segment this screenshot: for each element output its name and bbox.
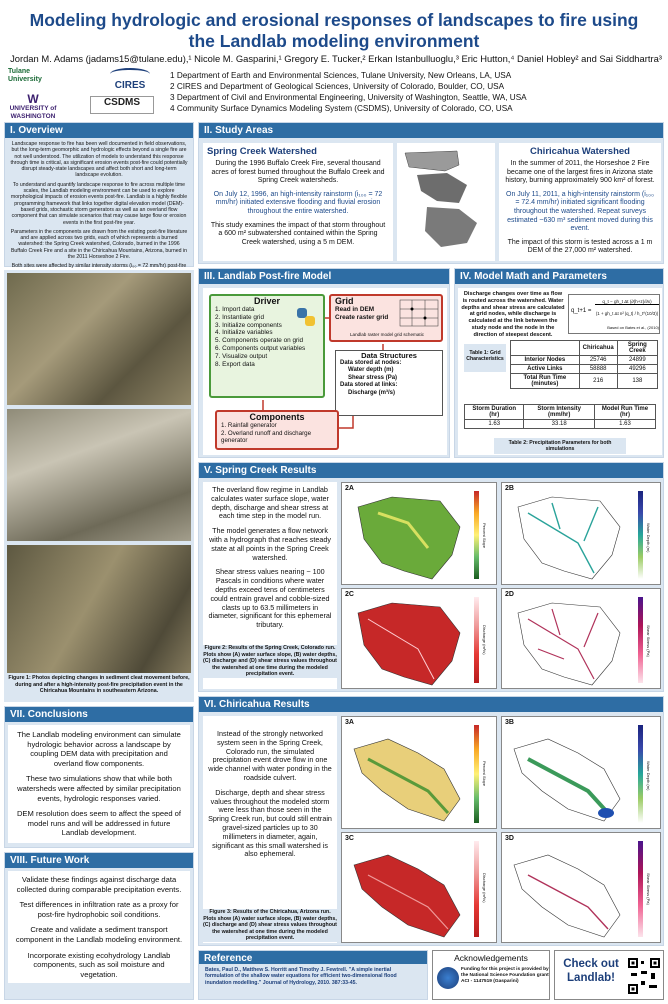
chiricahua-relief — [425, 207, 477, 247]
grid-title: Grid — [335, 296, 354, 306]
precipitation-table — [464, 404, 656, 429]
table-cell: Interior Nodes — [511, 356, 580, 365]
reference-panel — [198, 950, 428, 1000]
ack-heading: Acknowledgements — [454, 953, 528, 963]
colorbar — [638, 597, 643, 683]
spring-box — [203, 143, 393, 261]
chir-results-caption: Figure 3: Results of the Chiricahua, Arizona run. Plots show (A) water surface slope, (B) water depths, (C) discharge and (D) shear stress values throughout the watershed at one time during the modeled precipitation event. — [203, 909, 337, 942]
equation-numerator: q_t − gh_t Δt (∂(h+z)/∂x) — [595, 299, 659, 305]
equation-denominator: (1 + gh_t Δt n² |q_t| / h_t^(10/3)) — [595, 311, 659, 316]
colorbar-label: Shear Stress (Pa) — [646, 625, 651, 657]
affiliations — [170, 70, 665, 114]
ack-text: Funding for this project is provided by the National Science Foundation grant ACI - 1147519 (Gasparini) — [461, 967, 549, 984]
overview-p2: To understand and quantify landscape response to fire across multiple time scales, the Landlab modeling environment can be used to explore morphological impacts of erosion events post-fire. Landlab is a highly flexible programming framework that links together digital elevation model (DEM)-based grids, stochastic storm generators as well as an overland flow component that can simulate scenarios that may cause large flow or erosion events in the first post-fire year. — [10, 181, 188, 226]
discharge-map-3c — [348, 845, 468, 941]
grid-characteristics-table — [510, 340, 658, 389]
photo-panel — [4, 270, 194, 702]
spring-results-p1: The overland flow regime in Landlab calculates water surface slope, water depth, discharge and shear stress at each time step in the model run. — [211, 485, 329, 521]
csdms-logo — [90, 96, 154, 114]
checkout-panel — [554, 950, 664, 1000]
depth-map-2b — [508, 493, 628, 583]
title-line-1: Modeling hydrologic and erosional responses of landscapes to fire using — [29, 10, 639, 30]
chir-results-p2: Discharge, depth and shear stress values throughout the modeled storm were less than those seen in the Spring Creek run, but could still entrain gravel-sized particles up to 30 millimeters in diameter, again, significant as this small watershed is also ephemeral. — [208, 787, 332, 859]
table-header — [511, 341, 580, 356]
reference-text: Bates, Paul D., Matthew S. Horritt and Timothy J. Fewtrell. "A simple inertial formulation of the shallow water equations for efficient two-dimensional flood inundation modelling." Journal of Hydrology, 2010. 387:33-45. — [205, 967, 397, 986]
table-row — [511, 356, 658, 365]
spring-results-panel — [198, 462, 664, 692]
table-row — [465, 420, 656, 429]
figure-2d — [501, 588, 661, 689]
colorbar — [638, 841, 643, 937]
spring-results-p3: Shear stress values nearing ~ 100 Pascals in conditions where water depths exceed tens of centimeters could entrain gravel and cobble-sized clasts up to 63.5 millimeters in diameter, significant for this ephemeral tributary. — [208, 567, 332, 630]
colorbar-label: Discharge (m³/s) — [482, 625, 487, 655]
postfire-heading: III. Landlab Post-fire Model — [199, 269, 449, 284]
ds-title: Data Structures — [361, 351, 417, 360]
figure-label: 3D — [505, 835, 514, 842]
grid-item: Create raster grid — [335, 313, 389, 321]
figure-2a — [341, 482, 497, 585]
future-p2: Test differences in infiltration rate as a proxy for post-fire hydrophobic soil conditions. — [19, 900, 179, 919]
figure-label: 2C — [345, 591, 354, 598]
colorbar — [474, 725, 479, 823]
chir-p1: In the summer of 2011, the Horseshoe 2 Fire became one of the largest fires in Arizona state history, burning approximately 900 km² of forest. — [505, 160, 655, 185]
conclusions-panel — [4, 706, 194, 848]
overview-panel — [4, 122, 194, 270]
affiliation-2: 2 CIRES and Department of Geological Sciences, University of Colorado, Boulder, CO, USA — [170, 82, 505, 91]
checkout-text: Check out Landlab! — [563, 958, 619, 984]
figure-label: 3A — [345, 719, 354, 726]
table1-caption: Table 1: Grid Characteristics — [464, 344, 506, 372]
csdms-logo-text: CSDMS — [103, 97, 141, 108]
table-cell: 1.63 — [465, 420, 524, 429]
equation-box — [568, 294, 660, 334]
slope-map-3a — [348, 729, 468, 827]
grid-caption: Landlab raster model grid schematic — [349, 332, 425, 337]
table-cell: 1.63 — [594, 420, 655, 429]
overview-p3: Parameters in the components are drawn from the existing post-fire literature and are applied across two grids, each of which represents a burned watershed: the Spring Creek watershed, Colorado, burned in the 1996 Buffalo Creek Fire and a site in the Chiricahua Mountains, Arizona, burned in the 2011 Horseshoe 2 Fire. — [10, 228, 188, 261]
colorbar — [638, 725, 643, 823]
study-maps — [397, 143, 495, 261]
conclusions-body — [8, 725, 190, 843]
colorbar — [474, 491, 479, 579]
postfire-panel — [198, 268, 450, 458]
figure-3b — [501, 716, 661, 829]
figure-label: 2D — [505, 591, 514, 598]
table-cell: 58888 — [579, 365, 617, 374]
math-heading: IV. Model Math and Parameters — [455, 269, 663, 284]
colorbar-label: Percent Slope — [482, 761, 487, 787]
conclusions-heading: VII. Conclusions — [5, 707, 193, 722]
table-row — [511, 374, 658, 389]
discharge-map-2c — [348, 599, 468, 687]
component-item: 1. Rainfall generator — [221, 422, 277, 429]
table-header: Model Run Time (hr) — [594, 405, 655, 420]
chir-results-body — [203, 716, 337, 863]
ds-link-item: Discharge (m³/s) — [348, 389, 396, 396]
figure-3c — [341, 832, 497, 943]
uw-logo: W UNIVERSITY of WASHINGTON — [9, 92, 57, 120]
spring-creek-relief — [417, 173, 467, 203]
chir-p3: The impact of this storm is tested across a 1 m DEM of the 27,000 m² watershed. — [507, 238, 653, 255]
table-header: Storm Duration (hr) — [465, 405, 524, 420]
table-header-row — [511, 341, 658, 356]
tulane-logo-text: Tulane University — [8, 68, 42, 83]
study-heading: II. Study Areas — [199, 123, 663, 138]
qr-code-icon[interactable] — [627, 957, 661, 995]
driver-item: 4. Initialize variables — [215, 329, 273, 337]
table-cell: 33.18 — [524, 420, 595, 429]
table-cell: Total Run Time (minutes) — [511, 374, 580, 389]
table-header: Spring Creek — [617, 341, 657, 356]
spring-p2: On July 12, 1996, an high-intensity rainstorm (i₁₀₀ = 72 mm/hr) initiated extensive flooding and fluvial erosion throughout the entire watershed. — [213, 190, 383, 215]
grid-item: Read in DEM — [335, 306, 375, 313]
ack-panel — [432, 950, 550, 1000]
conclusions-p1: The Landlab modeling environment can simulate hydrologic behavior across a landscape by coupling DEM data with precipitation and overland flow components. — [17, 730, 181, 768]
table-cell: 216 — [579, 374, 617, 389]
table-cell: 138 — [617, 374, 657, 389]
study-panel — [198, 122, 664, 264]
photo-after — [7, 545, 191, 673]
table-cell: 24899 — [617, 356, 657, 365]
title-line-2: the Landlab modeling environment — [188, 31, 480, 51]
overview-body — [5, 138, 193, 292]
math-text: Discharge changes over time as flow is routed across the watershed. Water depths and shear stress are calculated at grid nodes, while discharge is calculated at the link between the study node and the node in the direction of steepest descent. — [461, 291, 565, 338]
slope-map-2a — [348, 493, 468, 583]
components-ds-arrow — [339, 416, 353, 428]
chir-results-p1: Instead of the strongly networked system seen in the Spring Creek, Colorado run, the simulated precipitation event drove flow in one wide channel with water ponding in the roadside culvert. — [208, 729, 332, 782]
figure-label: 2A — [345, 485, 354, 492]
overview-p1: Landscape response to fire has been well documented in field observations, but the long-term geomorphic and hydrologic effects beyond a single fire are not well understood. The utilization of models to understand this response through time is critical, as significant erosion events post-fire could potentially disrupt steady-state landscapes and affect both short and long-term landscape evolution. — [10, 141, 188, 179]
figure-label: 3C — [345, 835, 354, 842]
future-panel — [4, 852, 194, 1000]
chir-p2: On July 11, 2011, a high-intensity rainstorm (i₁₀₀ = 72.4 mm/hr) initiated significant flooding throughout the watershed. Repeat surveys estimated ~630 m³ sediment moved during this event. — [506, 190, 654, 233]
colorbar-label: Water Depth (m) — [646, 523, 651, 553]
spring-results-heading: V. Spring Creek Results — [199, 463, 663, 478]
table-header: Storm Intensity (mm/hr) — [524, 405, 595, 420]
shear-map-3d — [508, 845, 628, 941]
spring-title: Spring Creek Watershed — [207, 146, 317, 157]
spring-p3: This study examines the impact of that storm throughout a 600 m² subwatershed contained within the Spring Creek watershed, using a 5 m DEM. — [210, 221, 386, 246]
equation-citation: Based on Bates et al., (2010) — [607, 325, 659, 330]
colorbar — [474, 841, 479, 937]
nsf-logo-icon — [437, 967, 459, 989]
colorbar — [638, 491, 643, 579]
table2-caption: Table 2: Precipitation Parameters for both simulations — [494, 438, 626, 454]
table-row — [511, 365, 658, 374]
equation-lhs: q_t+1 = — [571, 308, 592, 314]
figure-3a — [341, 716, 497, 829]
table-cell: 49296 — [617, 365, 657, 374]
future-heading: VIII. Future Work — [5, 853, 193, 868]
colorbar — [474, 597, 479, 683]
table-cell: 25746 — [579, 356, 617, 365]
spring-results-caption: Figure 2: Results of the Spring Creek, Colorado run. Plots show (A) water surface slope, (B) water depths, (C) discharge and (D) shear stress values throughout the watershed at one time during the modeled precipitation event. — [203, 645, 337, 678]
figure-2c — [341, 588, 497, 689]
chir-box — [499, 143, 661, 261]
components-title: Components — [249, 412, 305, 422]
figure-label: 3B — [505, 719, 514, 726]
flow-arrows — [203, 288, 447, 455]
ds-nodes-label: Data stored at nodes: — [340, 360, 402, 366]
table-header-row — [465, 405, 656, 420]
usa-outline-map — [405, 151, 459, 171]
affiliation-1: 1 Department of Earth and Environmental Sciences, Tulane University, New Orleans, LA, USA — [170, 71, 512, 80]
tulane-logo — [8, 68, 50, 86]
cires-logo-text: CIRES — [114, 80, 146, 91]
colorbar-label: Shear Stress (Pa) — [646, 873, 651, 905]
driver-item: 5. Components operate on grid — [215, 337, 304, 345]
driver-item: 7. Visualize output — [215, 352, 268, 360]
future-body — [8, 871, 190, 983]
chir-title: Chiricahua Watershed — [530, 146, 630, 157]
uw-logo-text: UNIVERSITY of WASHINGTON — [9, 105, 57, 120]
ds-node-item: Shear stress (Pa) — [348, 374, 398, 381]
overview-p4: Both sites were affected by similar intensity storms (i₀₀ = 72 mm/hr) post-fire — [11, 263, 187, 270]
driver-item: 1. Import data — [215, 306, 255, 313]
affiliation-4: 4 Community Surface Dynamics Modeling System (CSDMS), University of Colorado, CO, USA — [170, 104, 513, 113]
driver-item: 2. Instantiate grid — [215, 313, 265, 321]
figure-2b — [501, 482, 661, 585]
photo-caption: Figure 1: Photos depicting changes in sediment cleat movement before, during and after a high-intensity post-fire precipitation event in the Chiricahua Mountains in southeastern Arizona. — [8, 675, 190, 695]
math-body — [458, 288, 662, 455]
figure-label: 2B — [505, 485, 514, 492]
ds-node-item: Water depth (m) — [348, 367, 394, 374]
chir-results-panel — [198, 696, 664, 946]
spring-results-body — [203, 482, 337, 634]
conclusions-p3: DEM resolution does seem to affect the speed of model runs and will be addressed in future Landlab development. — [16, 809, 182, 838]
table-cell: Active Links — [511, 365, 580, 374]
affiliation-3: 3 Department of Civil and Environmental Engineering, University of Washington, Seattle, WA, USA — [170, 93, 527, 102]
poster-title — [20, 10, 648, 52]
reference-heading: Reference — [199, 951, 427, 964]
photo-before — [7, 273, 191, 405]
shear-map-2d — [508, 599, 628, 687]
authors: Jordan M. Adams (jadams15@tulane.edu),¹ Nicole M. Gasparini,¹ Gregory E. Tucker,² Erkan Istanbulluoglu,³ Eric Hutton,⁴ Daniel Hobley² and Sai Siddhartra³ — [10, 53, 662, 64]
study-area-maps — [397, 143, 495, 261]
colorbar-label: Water Depth (m) — [646, 761, 651, 791]
driver-item: 6. Components output variables — [215, 344, 306, 352]
future-p4: Incorporate existing ecohydrology Landlab components, such as soil moisture and vegetation. — [27, 950, 171, 979]
depth-map-3b — [508, 729, 628, 827]
driver-title: Driver — [253, 296, 280, 306]
colorbar-label: Percent Slope — [482, 523, 487, 549]
future-p3: Create and validate a sediment transport component in the Landlab modeling environment. — [15, 925, 183, 944]
spring-results-p2: The model generates a flow network with a hydrograph that reaches steady state at all points in the Spring Creek watershed. — [209, 526, 331, 562]
table-header: Chiricahua — [579, 341, 617, 356]
driver-item: 3. Initialize components — [215, 321, 282, 329]
overview-heading: I. Overview — [5, 123, 193, 138]
chir-results-heading: VI. Chiricahua Results — [199, 697, 663, 712]
future-p1: Validate these findings against discharge data collected during comparable precipitation events. — [16, 875, 182, 894]
photo-during — [7, 409, 191, 541]
math-panel — [454, 268, 664, 458]
spring-body — [203, 160, 393, 247]
spring-p1: During the 1996 Buffalo Creek Fire, several thousand acres of forest burned throughout the Buffalo Creek and Spring Creek watersheds. — [211, 160, 385, 185]
postfire-diagram — [203, 288, 447, 455]
driver-item: 8. Export data — [215, 360, 255, 368]
conclusions-p2: These two simulations show that while both watersheds were affected by similar precipitation events, hydrologic responses varied. — [17, 774, 181, 803]
ds-links-label: Data stored at links: — [340, 382, 398, 389]
chir-body — [499, 160, 661, 256]
colorbar-label: Discharge (m³/s) — [482, 873, 487, 903]
cires-logo — [100, 68, 160, 90]
figure-3d — [501, 832, 661, 943]
component-item: 2. Overland runoff and discharge generator — [221, 429, 312, 445]
